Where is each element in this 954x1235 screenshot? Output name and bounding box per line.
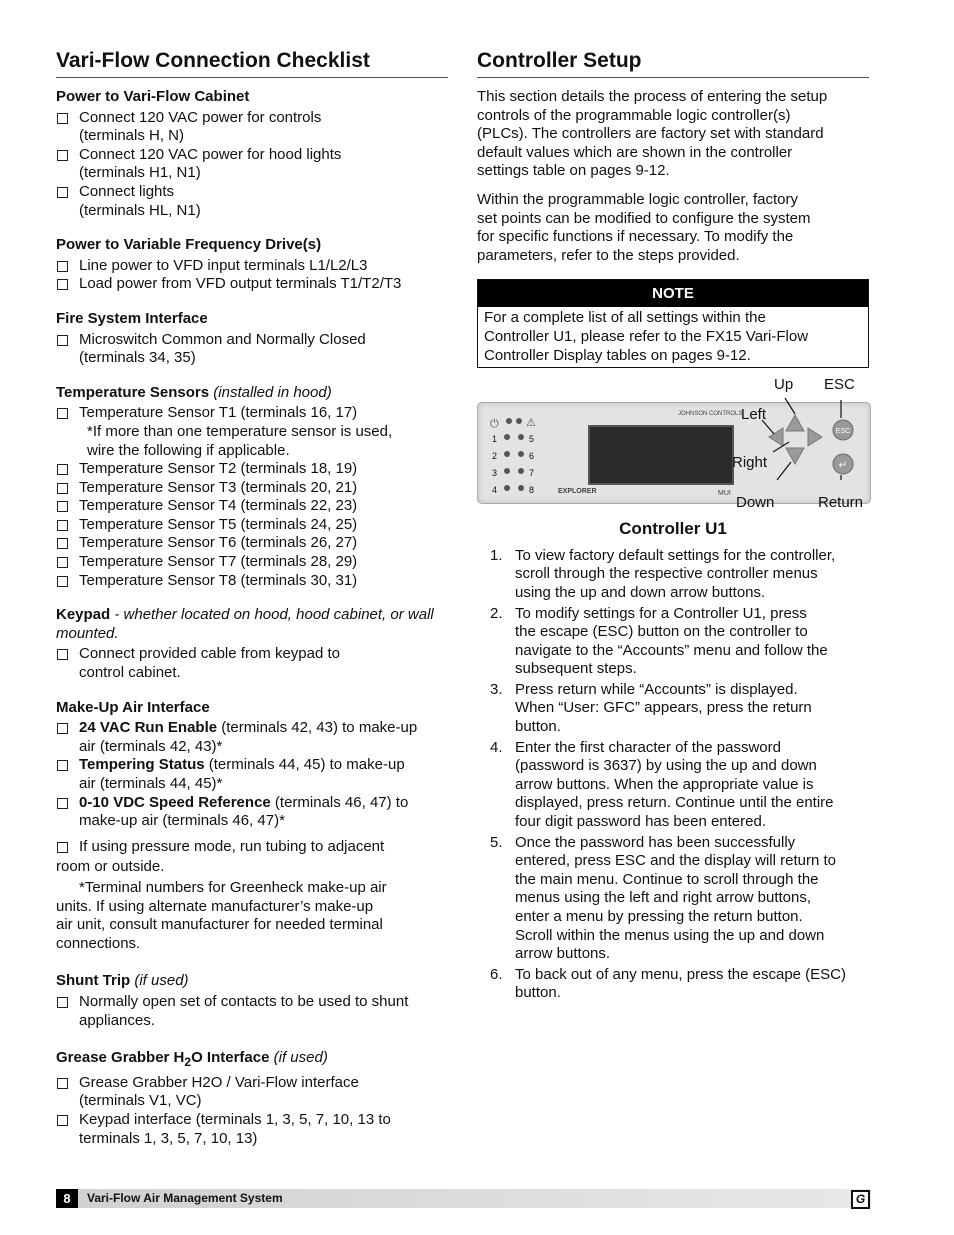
checklist-item: Connect 120 VAC power for controls (terminals H, N) [56,109,448,146]
section-shunt-trip [56,972,448,1030]
checklist-item: Temperature Sensor T6 (terminals 26, 27) [56,534,448,553]
up-pointer [785,398,795,414]
power-icon: ⏻ [490,418,499,431]
checklist-item: Temperature Sensor T4 (terminals 22, 23) [56,497,448,516]
led-label: 1 [492,434,498,445]
left-column [56,48,448,1164]
left-label: Left [741,406,767,424]
checklist-title: Vari-Flow Connection Checklist [56,48,448,78]
led-label: 7 [529,468,535,479]
section-keypad [56,606,448,682]
temp-heading: Temperature Sensors (installed in hood) [56,383,332,401]
esc-label: ESC [824,376,855,394]
list-item: 3. Press return while “Accounts” is displayed. When “User: GFC” appears, press the return button. [490,680,812,736]
greenheck-logo-icon: G [851,1190,870,1209]
controller-caption: Controller U1 [619,519,727,539]
keypad-heading: Keypad - whether located on hood, hood cabinet, or wall mounted. [56,606,434,642]
section-fire-system [56,310,448,368]
return-icon: ↵ [838,460,848,472]
esc-button-label: ESC [835,428,851,436]
page-number: 8 [56,1189,78,1208]
section-power-cabinet [56,88,448,220]
temp-note: *If more than one temperature sensor is used, wire the following if applicable. [87,422,393,459]
checklist-item: Temperature Sensor T7 (terminals 28, 29) [56,553,448,572]
setup-steps [477,547,869,1003]
note-title: NOTE [478,280,868,307]
checklist-item: Connect lights (terminals HL, N1) [56,183,448,220]
mui-label: MUI [718,490,731,498]
note-body: For a complete list of all settings within the Controller U1, please refer to the FX15 Vari-Flow Controller Display tables on pages 9-12. [484,309,809,364]
checklist-item: Temperature Sensor T8 (terminals 30, 31) [56,572,448,591]
section-temperature-sensors [56,384,448,591]
checklist-item: Temperature Sensor T5 (terminals 24, 25) [56,516,448,535]
model-label: EXPLORER [558,488,597,496]
checklist-item: Normally open set of contacts to be used to shunt appliances. [56,993,448,1030]
footer-title: Vari-Flow Air Management System [87,1191,283,1205]
list-item: 2. To modify settings for a Controller U1, press the escape (ESC) button on the controller to navigate to the “Accounts” menu and follow the subsequent steps. [490,604,828,678]
checklist-item: Connect provided cable from keypad to control cabinet. [56,645,448,682]
intro-paragraph: This section details the process of entering the setup controls of the programmable logic controller(s) (PLCs). The controllers are factory set with standard default values which are shown in the controller settings table on pages 9-12. [477,88,828,180]
list-item: 6. To back out of any menu, press the escape (ESC) button. [490,965,847,1002]
brand-label: JOHNSON CONTROLS [678,411,743,418]
down-pointer [777,462,791,480]
checklist-item: Temperature Sensor T1 (terminals 16, 17) [56,404,448,423]
checklist-item: Line power to VFD input terminals L1/L2/L3 [56,257,448,276]
checklist-item: Temperature Sensor T3 (terminals 20, 21) [56,479,448,498]
shunt-heading: Shunt Trip (if used) [56,972,189,990]
led-label: 2 [492,451,498,462]
up-arrow-button [786,415,804,431]
led-label: 6 [529,451,535,462]
right-arrow-button [808,428,822,446]
power-vfd-heading: Power to Variable Frequency Drive(s) [56,236,322,254]
power-cabinet-heading: Power to Vari-Flow Cabinet [56,88,250,105]
list-item: 4. Enter the first character of the password (password is 3637) by using the up and down arrow buttons. When the appropriate value is displayed, press return. Continue until the entire four digit password has been entered. [490,738,834,831]
page-footer [56,1189,871,1208]
setup-title: Controller Setup [477,48,869,78]
section-power-vfd [56,236,448,294]
controller-illustration [477,376,869,512]
checklist-item: Keypad interface (terminals 1, 3, 5, 7, 10, 13 to terminals 1, 3, 5, 7, 10, 13) [56,1111,448,1148]
note-box [477,279,869,368]
fire-heading: Fire System Interface [56,309,208,327]
led-label: 3 [492,468,498,479]
list-item: 5. Once the password has been successfully entered, press ESC and the display will return to the main menu. Continue to scroll through the menus using the left and right arrow buttons, enter a menu by pressing the return button. Scroll within the menus using the up and down arrow buttons. [490,833,836,963]
controller-buttons-svg [477,382,869,506]
checklist-item: Temperature Sensor T2 (terminals 18, 19) [56,460,448,479]
right-column [477,48,869,1005]
led-label: 8 [529,485,535,496]
checklist-item: 0-10 VDC Speed Reference (terminals 46, 47) to make-up air (terminals 46, 47)* [56,794,448,831]
section-grease-grabber [56,1049,448,1148]
section-make-up-air [56,699,448,954]
list-item: 1. To view factory default settings for the controller, scroll through the respective controller menus using the up and down arrow buttons. [490,546,836,601]
plc-paragraph: Within the programmable logic controller, factory set points can be modified to configure the system for specific functions if necessary. To modify the parameters, refer to the steps provided. [477,190,811,264]
right-label: Right [732,454,768,472]
checklist-item: Microswitch Common and Normally Closed (terminals 34, 35) [56,331,448,368]
warning-icon: ⚠ [526,417,536,430]
checklist-item: 24 VAC Run Enable (terminals 42, 43) to make-up air (terminals 42, 43)* [56,719,448,756]
grease-heading: Grease Grabber $H_2O$ Interface (if used) [56,1049,328,1070]
pressure-line2: room or outside. [56,858,165,876]
down-label: Down [736,494,775,512]
terminal-footnote: *Terminal numbers for Greenheck make-up air units. If using alternate manufacturer’s make-up air unit, consult manufacturer for needed terminal connections. [56,878,387,952]
up-label: Up [774,376,794,394]
return-label: Return [818,494,864,512]
checklist-item: Tempering Status (terminals 44, 45) to make-up air (terminals 44, 45)* [56,756,448,793]
led-label: 5 [529,434,535,445]
down-arrow-button [786,448,804,464]
led-label: 4 [492,485,498,496]
checklist-item: If using pressure mode, run tubing to adjacent [56,838,448,857]
checklist-item: Load power from VFD output terminals T1/T2/T3 [56,275,448,294]
checklist-item: Connect 120 VAC power for hood lights (terminals H1, N1) [56,146,448,183]
mua-heading: Make-Up Air Interface [56,698,210,716]
checklist-item: Grease Grabber H2O / Vari-Flow interface (terminals V1, VC) [56,1074,448,1111]
